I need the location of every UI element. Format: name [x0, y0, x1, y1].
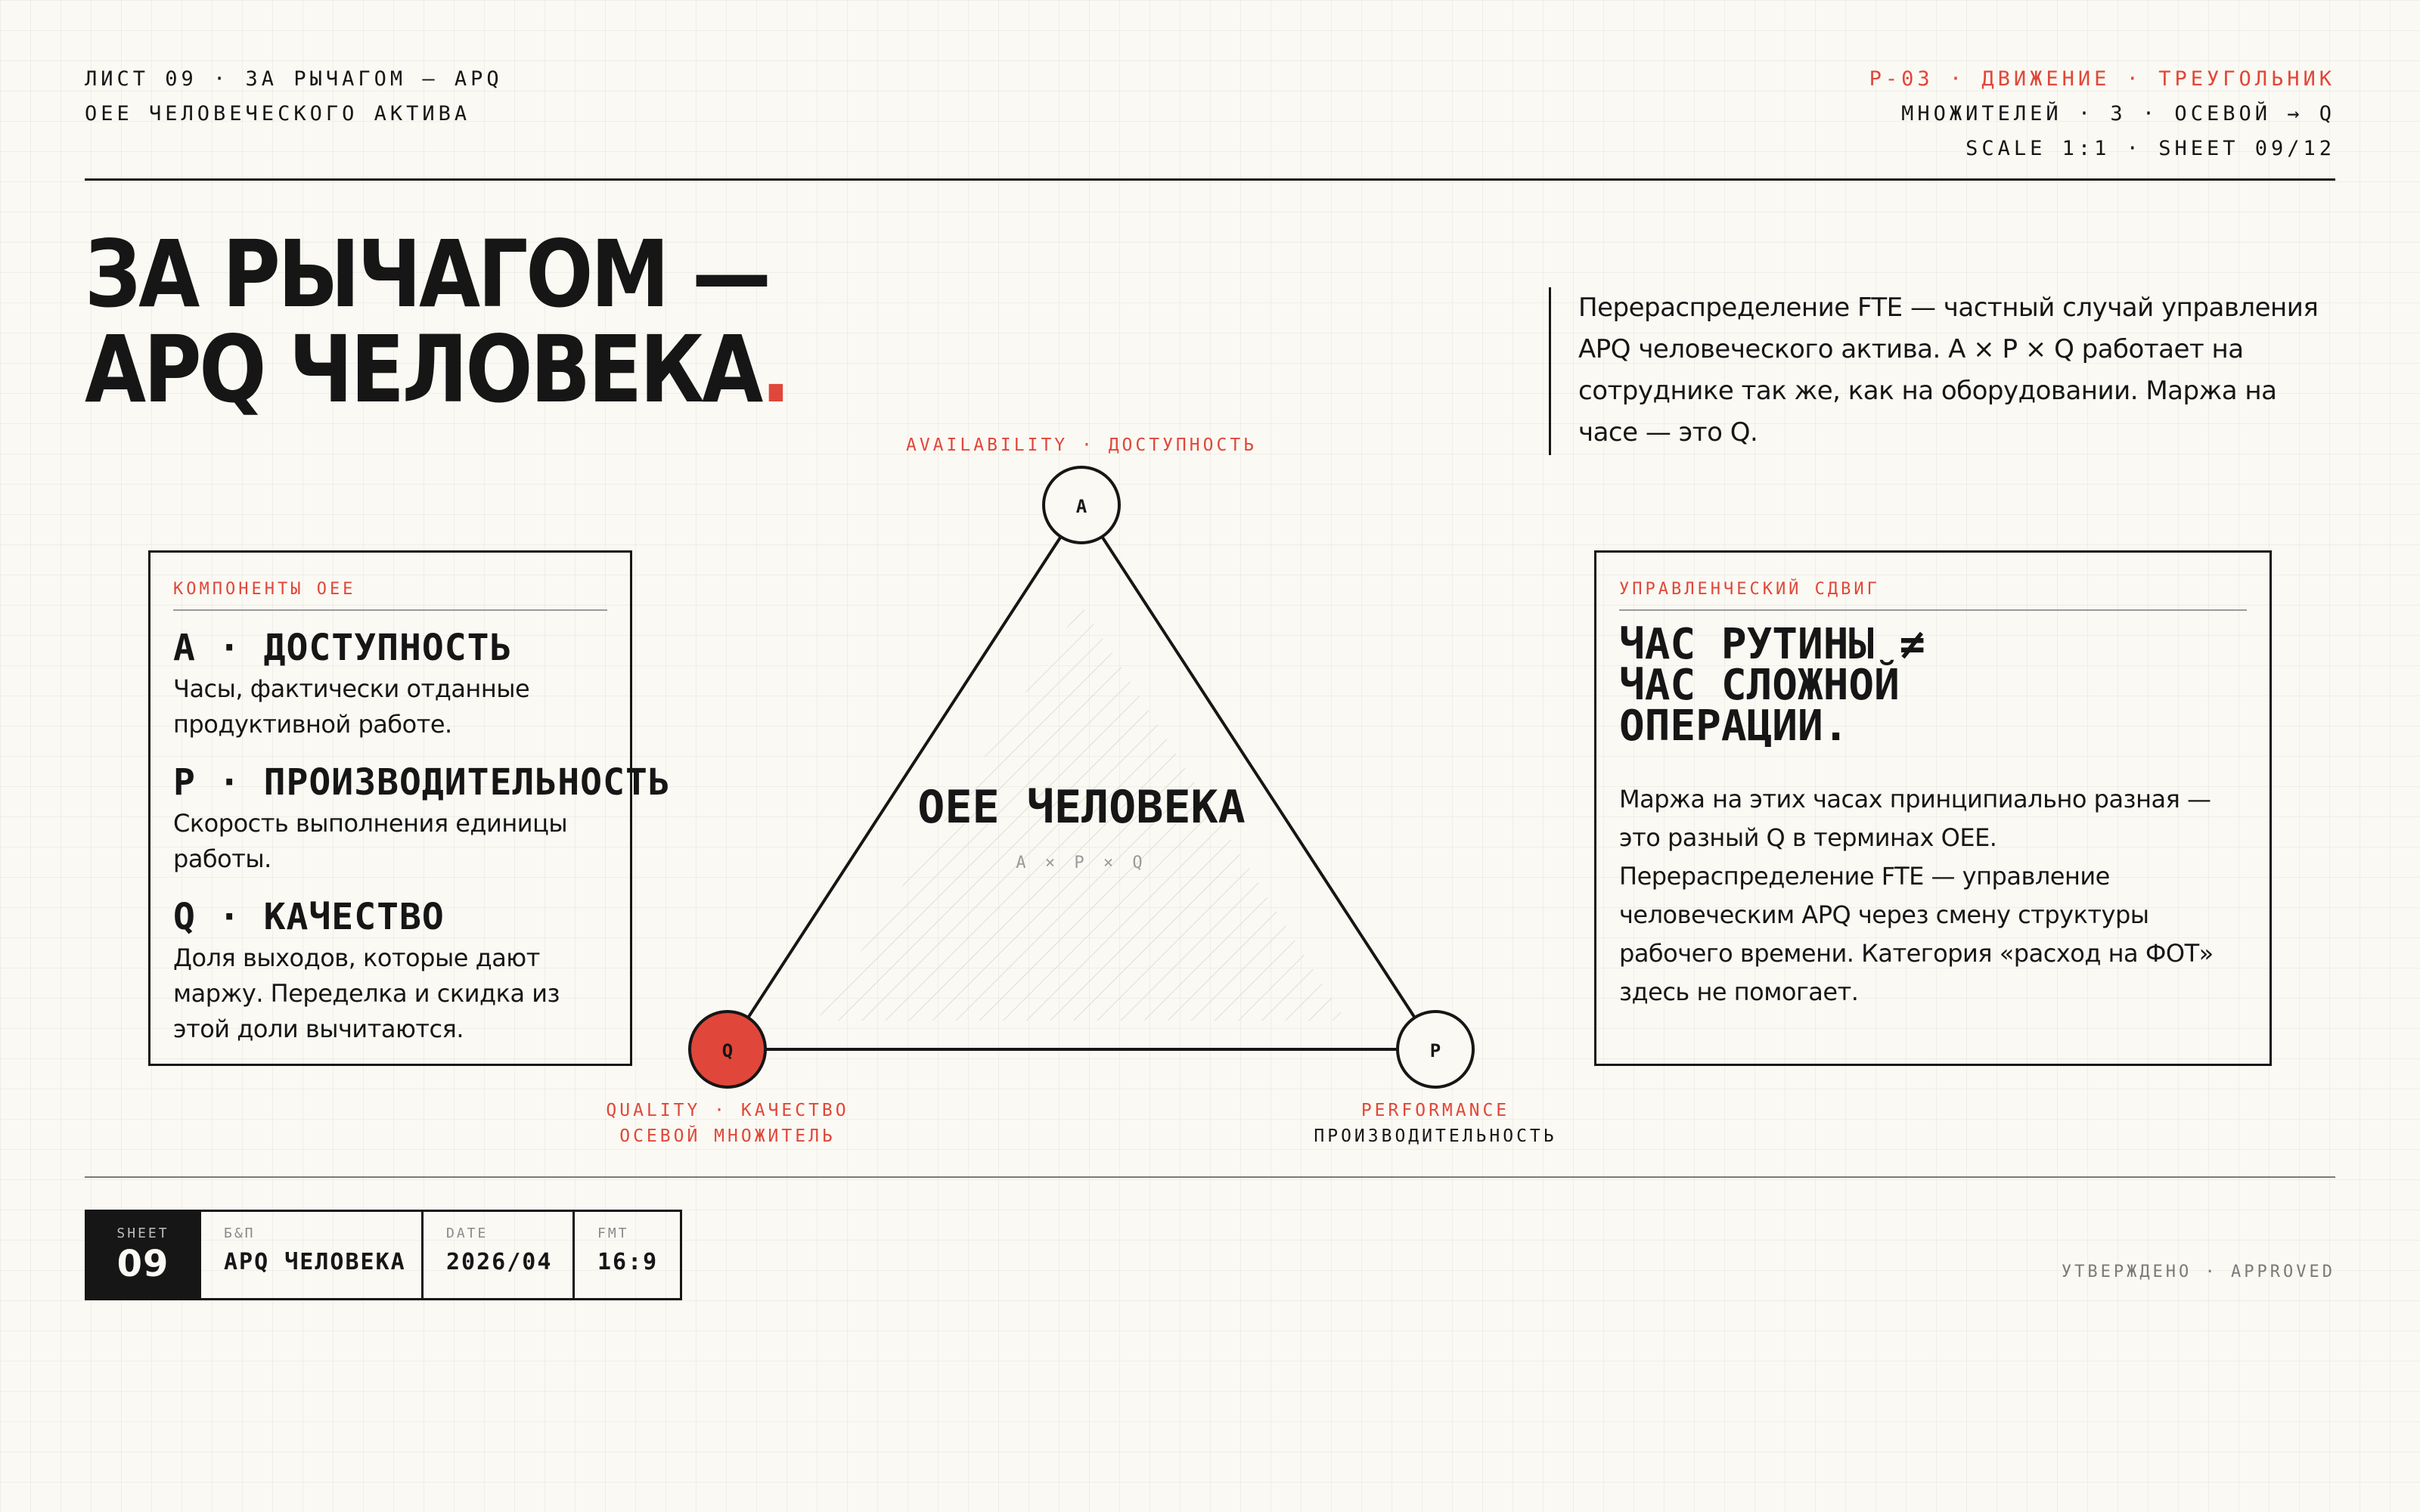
title-block-stamp: [85, 1210, 682, 1300]
vertex-a-label: AVAILABILITY · ДОСТУПНОСТЬ: [905, 435, 1258, 455]
component-desc: Доля выходов, которые дают маржу. Переделка и скидка из этой доли вычитаются.: [173, 943, 560, 1043]
vertex-q-label-line2: ОСЕВОЙ МНОЖИТЕЛЬ: [619, 1126, 836, 1146]
vertex-p-label-line1: PERFORMANCE: [1360, 1101, 1510, 1120]
stamp-fmt-label: FMT: [597, 1225, 629, 1241]
vertex-a-node: [1044, 467, 1119, 543]
stamp-date-value: 2026/04: [446, 1249, 553, 1275]
vertex-p-letter: P: [1429, 1040, 1441, 1061]
page-title-line1: ЗА РЫЧАГОМ —: [85, 221, 769, 328]
shift-title-line1: ЧАС РУТИНЫ ≠: [1619, 620, 1925, 669]
vertex-q-label-line1: QUALITY · КАЧЕСТВО: [606, 1101, 849, 1120]
component-desc: Скорость выполнения единицы работы.: [173, 809, 568, 873]
vertex-p-node: [1398, 1012, 1473, 1087]
shift-title-line2: ЧАС СЛОЖНОЙ: [1619, 661, 1900, 710]
header-right-line3: SCALE 1:1 · SHEET 09/12: [1965, 137, 2335, 160]
stamp-doc-label: Б&П: [224, 1225, 256, 1241]
stamp-date-cell: [421, 1212, 572, 1298]
vertex-q-node: [690, 1012, 765, 1087]
stamp-sheet-cell: [87, 1212, 199, 1298]
shift-body: Маржа на этих часах принципиально разная — это разный Q в терминах OEE. Перераспределение FTE — управление человеческим APQ через смену структуры рабочего времени. Категория «расход на ФОТ» здесь не помогает.: [1619, 785, 2214, 1006]
stamp-date-label: DATE: [446, 1225, 489, 1241]
footer-rule: [85, 1176, 2335, 1178]
stamp-doc-cell: [199, 1212, 421, 1298]
header-right-line2: МНОЖИТЕЛЕЙ · 3 · ОСЕВОЙ → Q: [1901, 102, 2335, 125]
header-right-line1: P-03 · ДВИЖЕНИЕ · ТРЕУГОЛЬНИК: [1869, 67, 2335, 91]
management-shift-box: [1594, 550, 2272, 1066]
component-desc: Часы, фактически отданные продуктивной работе.: [173, 674, 530, 739]
stamp-doc-value: APQ ЧЕЛОВЕКА: [224, 1249, 406, 1275]
vertex-q-label: [538, 1098, 917, 1149]
component-name: Q · КАЧЕСТВО: [173, 896, 445, 938]
component-name: P · ПРОИЗВОДИТЕЛЬНОСТЬ: [173, 761, 671, 804]
shift-title-line3: ОПЕРАЦИИ.: [1619, 702, 1849, 751]
title-accent-dot: .: [760, 316, 789, 423]
approved-label: УТВЕРЖДЕНО · APPROVED: [2061, 1263, 2335, 1281]
header-left-line1: ЛИСТ 09 · ЗА РЫЧАГОМ — APQ: [85, 67, 503, 91]
stamp-fmt-value: 16:9: [597, 1249, 659, 1275]
component-name: A · ДОСТУПНОСТЬ: [173, 627, 513, 669]
components-eyebrow: КОМПОНЕНТЫ OEE: [173, 580, 607, 611]
header-left-line2: OEE ЧЕЛОВЕЧЕСКОГО АКТИВА: [85, 102, 471, 125]
shift-title: [1619, 620, 2247, 751]
lead-paragraph: Перераспределение FTE — частный случай управления APQ человеческого актива. A × P × Q работает на сотруднике так же, как на оборудовании. Маржа на часе — это Q.: [1549, 287, 2335, 455]
vertex-p-label: [1246, 1098, 1624, 1149]
shift-eyebrow: УПРАВЛЕНЧЕСКИЙ СДВИГ: [1619, 580, 2247, 611]
diagram-center-title: OEE ЧЕЛОВЕКА: [917, 781, 1246, 834]
vertex-a-letter: A: [1075, 496, 1087, 517]
page-title-line2-text: APQ ЧЕЛОВЕКА: [85, 316, 761, 423]
vertex-p-label-line2: ПРОИЗВОДИТЕЛЬНОСТЬ: [1314, 1126, 1557, 1146]
stamp-sheet-value: 09: [116, 1243, 169, 1285]
diagram-center-formula: A × P × Q: [1016, 854, 1147, 872]
vertex-q-letter: Q: [721, 1040, 734, 1061]
stamp-sheet-label: SHEET: [116, 1225, 169, 1241]
stamp-fmt-cell: [572, 1212, 680, 1298]
